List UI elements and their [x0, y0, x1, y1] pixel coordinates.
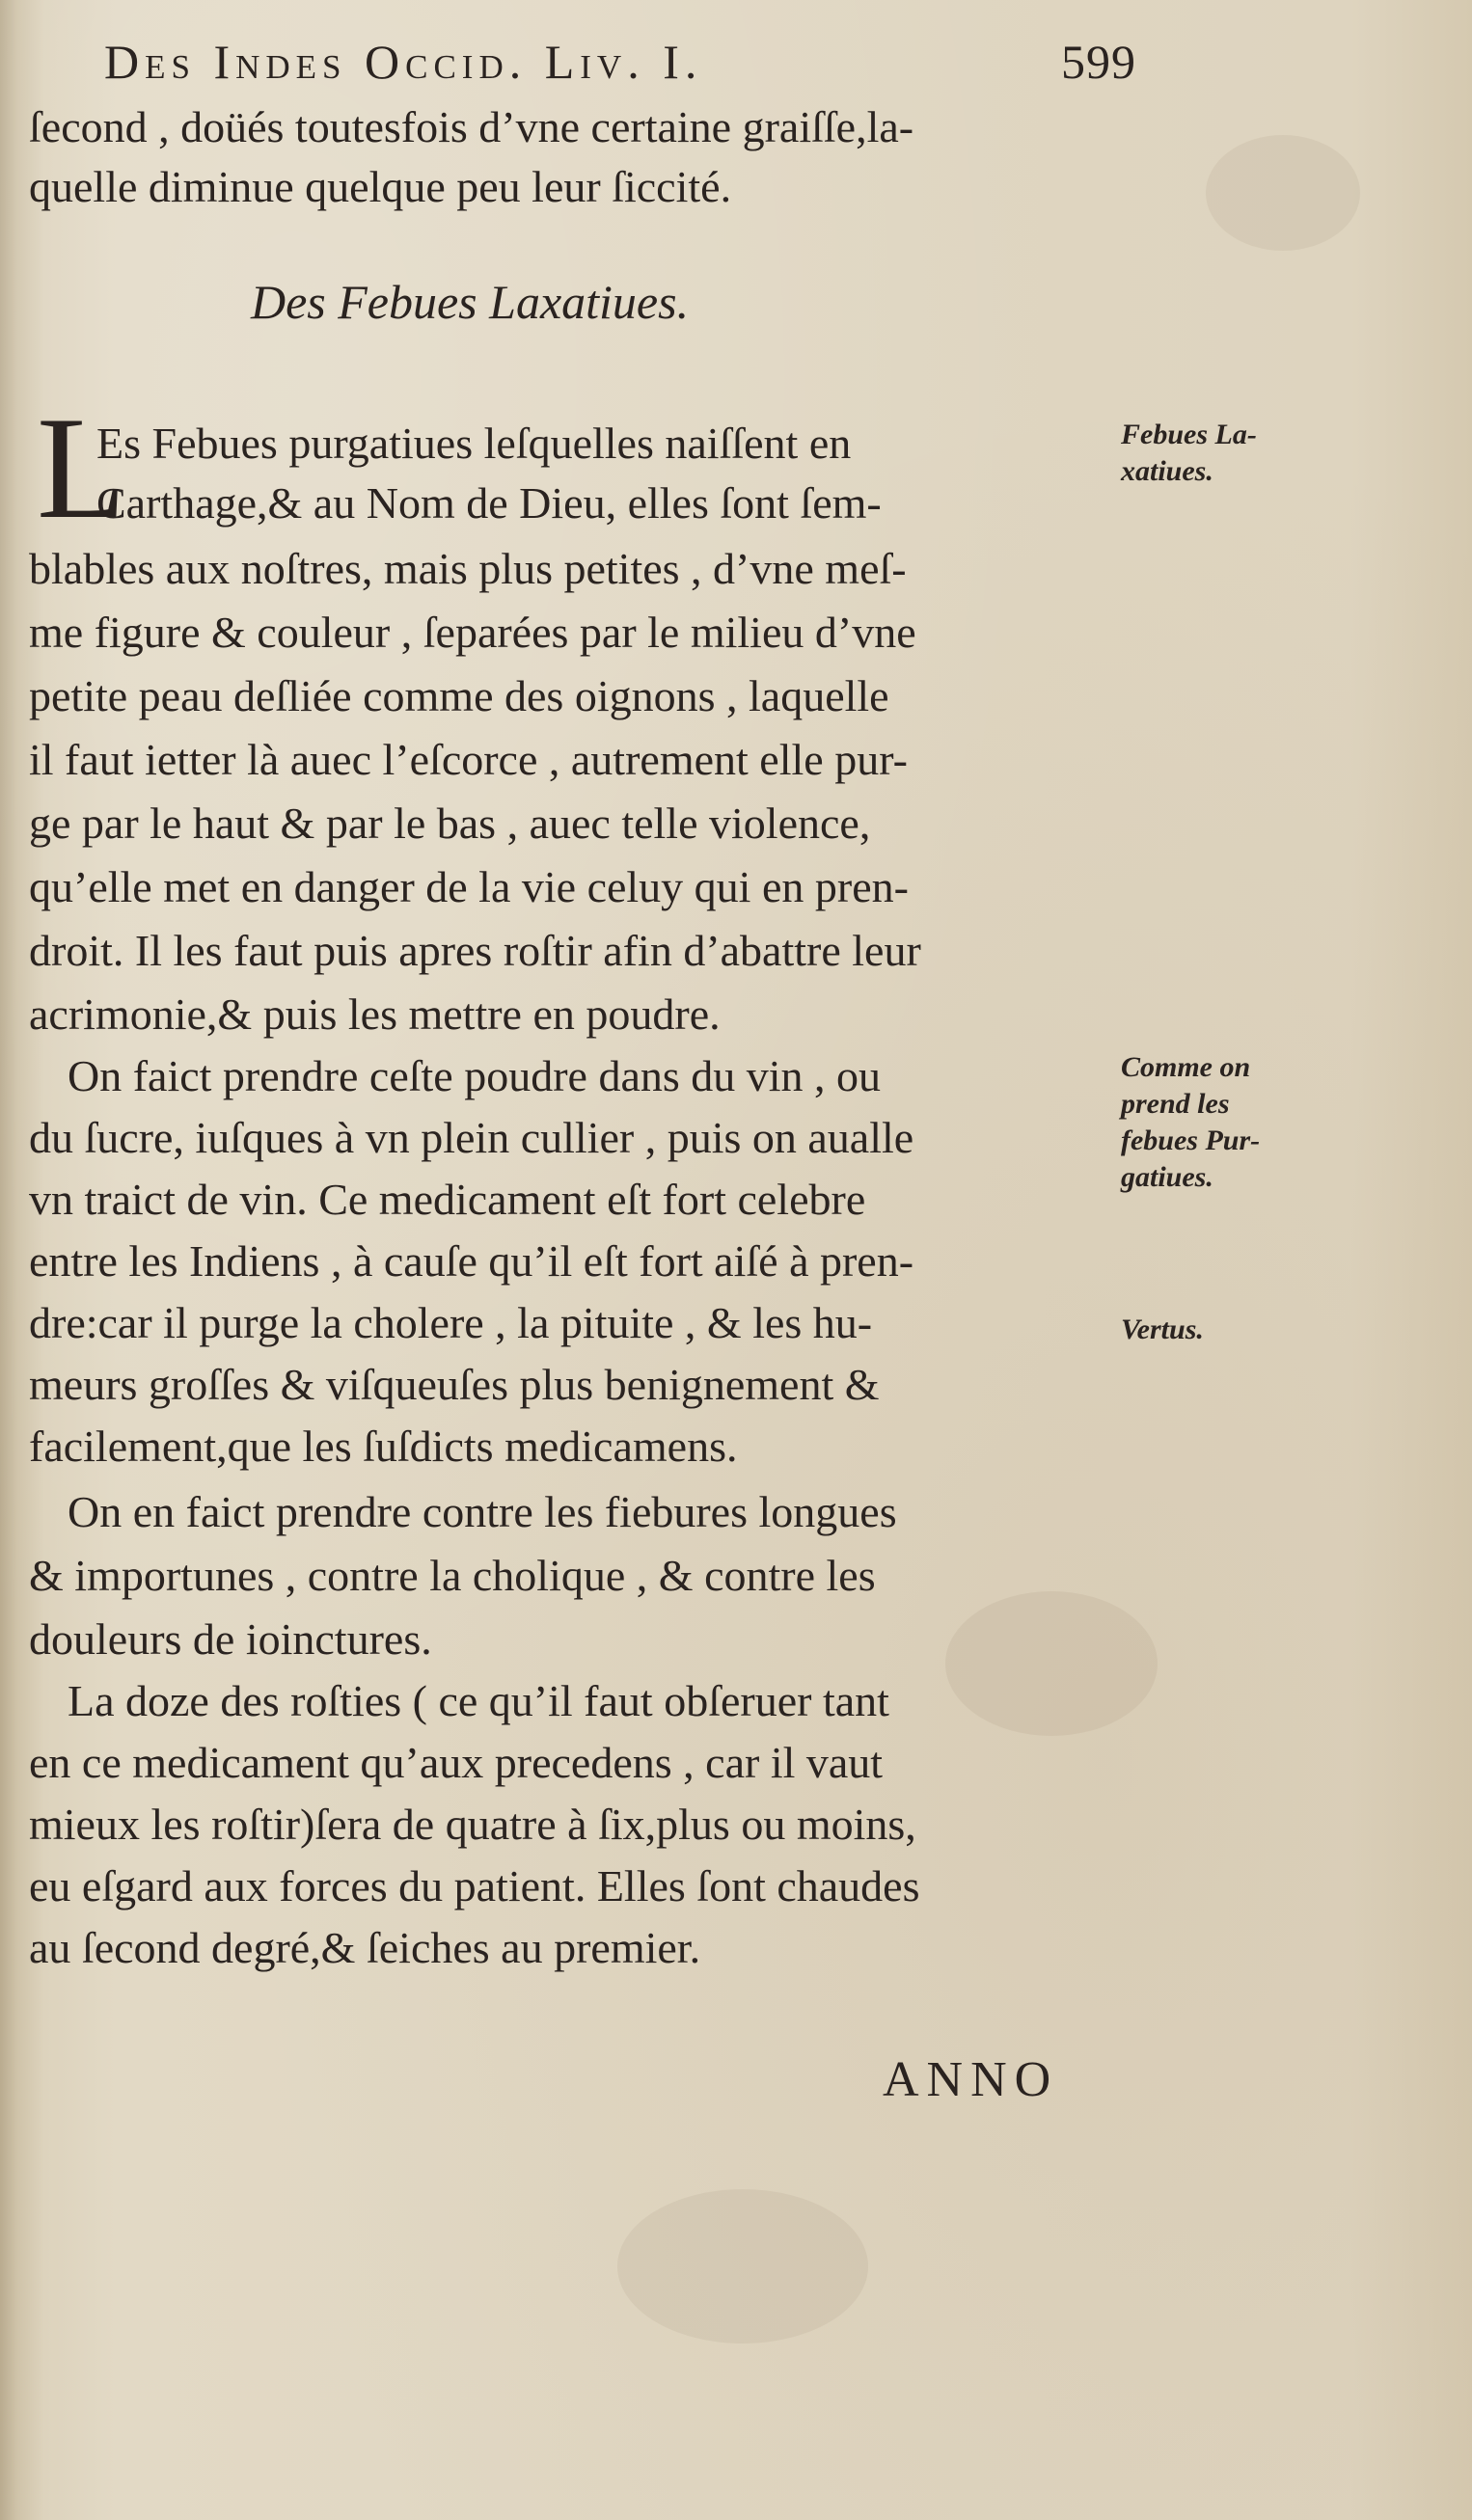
text-line: douleurs de ioinctures.: [29, 1614, 432, 1664]
margin-note-line: Vertus.: [1121, 1314, 1204, 1345]
text-line: eu eſgard aux forces du patient. Elles ſont chaudes: [29, 1861, 920, 1910]
paper-stain: [1206, 135, 1360, 251]
text-line: qu’elle met en danger de la vie celuy qui en pren-: [29, 862, 909, 911]
catchword: ANNO: [883, 2052, 1059, 2107]
text-line: Carthage,& au Nom de Dieu, elles ſont ſem-: [96, 478, 882, 528]
drop-cap: L: [37, 387, 126, 549]
text-line: acrimonie,& puis les mettre en poudre.: [29, 989, 721, 1039]
text-line: meurs groſſes & viſqueuſes plus benignement &: [29, 1360, 880, 1409]
running-head-title: Des Indes Occid. Liv. I.: [104, 35, 703, 89]
text-line: droit. Il les faut puis apres roſtir afin d’abattre leur: [29, 926, 921, 975]
margin-note-line: Comme on: [1121, 1051, 1251, 1083]
page-number: 599: [1061, 35, 1136, 89]
margin-note-line: gatiues.: [1121, 1161, 1213, 1193]
text-line: On en faict prendre contre les fiebures longues: [68, 1487, 897, 1536]
text-line: & importunes , contre la cholique , & contre les: [29, 1551, 876, 1600]
text-line: blables aux noſtres, mais plus petites , d’vne meſ-: [29, 544, 907, 593]
text-line: dre:car il purge la cholere , la pituite , & les hu-: [29, 1298, 873, 1347]
text-line: du ſucre, iuſques à vn plein cullier , puis on aualle: [29, 1113, 914, 1162]
text-line: au ſecond degré,& ſeiches au premier.: [29, 1923, 701, 1972]
margin-note-line: prend les: [1121, 1088, 1230, 1120]
text-line: mieux les roſtir)ſera de quatre à ſix,plus ou moins,: [29, 1800, 916, 1849]
paper-stain: [617, 2189, 868, 2344]
margin-note-comme: [1121, 1049, 1314, 1196]
margin-note-febues: [1121, 417, 1314, 490]
text-line: Es Febues purgatiues leſquelles naiſſent en: [96, 419, 852, 468]
text-line: en ce medicament qu’aux precedens , car il vaut: [29, 1738, 884, 1787]
text-line: ge par le haut & par le bas , auec telle violence,: [29, 799, 871, 848]
text-line: il faut ietter là auec l’eſcorce , autrement elle pur-: [29, 735, 908, 784]
text-line: petite peau deſliée comme des oignons , laquelle: [29, 671, 889, 720]
margin-note-line: xatiues.: [1121, 455, 1213, 487]
text-line: facilement,que les ſuſdicts medicamens.: [29, 1422, 738, 1471]
margin-note-vertus: [1121, 1312, 1314, 1348]
text-line: ſecond , doüés toutesfois d’vne certaine graiſſe,la-: [29, 102, 914, 151]
text-line: entre les Indiens , à cauſe qu’il eſt fort aiſé à pren-: [29, 1236, 914, 1286]
margin-note-line: Febues La-: [1121, 419, 1257, 450]
margin-note-line: febues Pur-: [1121, 1125, 1261, 1156]
text-line: La doze des roſties ( ce qu’il faut obſeruer tant: [68, 1676, 889, 1725]
text-line: On faict prendre ceſte poudre dans du vin , ou: [68, 1051, 882, 1100]
running-head: [104, 27, 1136, 96]
text-line: quelle diminue quelque peu leur ſiccité.: [29, 162, 732, 211]
text-line: me figure & couleur , ſeparées par le milieu d’vne: [29, 608, 916, 657]
text-line: vn traict de vin. Ce medicament eſt fort celebre: [29, 1175, 866, 1224]
section-title: Des Febues Laxatiues.: [251, 275, 690, 329]
